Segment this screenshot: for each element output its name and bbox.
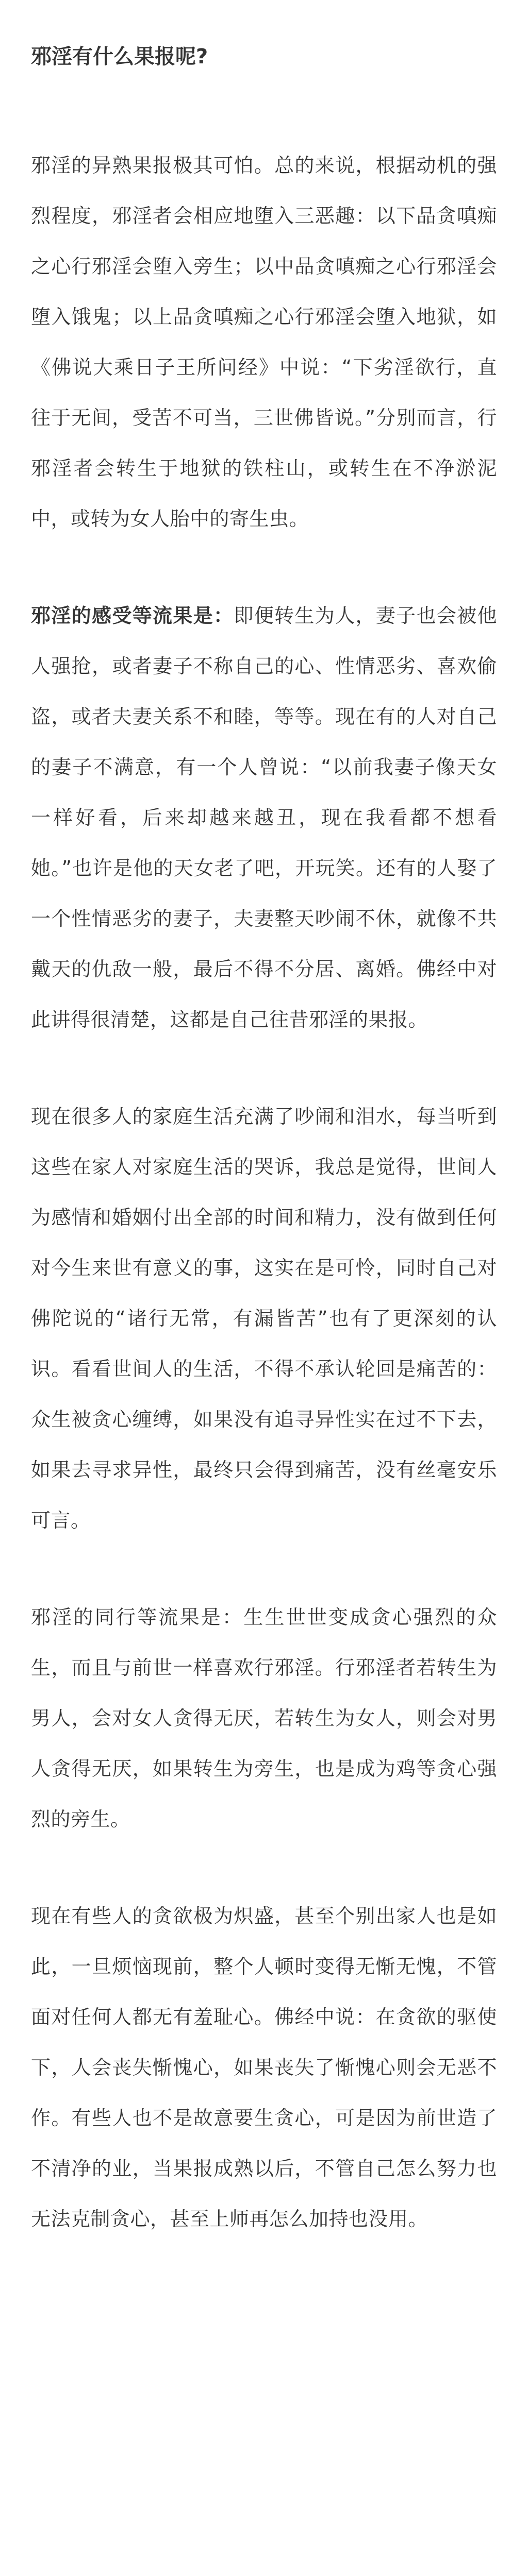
paragraph-5-text: 现在有些人的贪欲极为炽盛，甚至个别出家人也是如此，一旦烦恼现前，整个人顿时变得无惭无愧，不管面对任何人都无有羞耻心。佛经中说：在贪欲的驱使下，人会丧失惭愧心，如果丧失了惭愧心则会无恶不作。有些人也不是故意要生贪心，可是因为前世造了不清净的业，当果报成熟以后，不管自己怎么努力也无法克制贪心，甚至上师再怎么加持也没用。 [31,1905,497,2230]
paragraph-4 [31,1592,497,1844]
paragraph-1 [31,140,497,544]
paragraph-5 [31,1891,497,2244]
paragraph-2-text: 即便转生为人，妻子也会被他人强抢，或者妻子不称自己的心、性情恶劣、喜欢偷盗，或者夫妻关系不和睦，等等。现在有的人对自己的妻子不满意，有一个人曾说：“以前我妻子像天女一样好看，后来却越来越丑，现在我看都不想看她。”也许是他的天女老了吧，开玩笑。还有的人娶了一个性情恶劣的妻子，夫妻整天吵闹不休，就像不共戴天的仇敌一般，最后不得不分居、离婚。佛经中对此讲得很清楚，这都是自己往昔邪淫的果报。 [31,604,497,1031]
paragraph-2-lead: 邪淫的感受等流果是： [31,604,234,627]
paragraph-3-text: 现在很多人的家庭生活充满了吵闹和泪水，每当听到这些在家人对家庭生活的哭诉，我总是觉得，世间人为感情和婚姻付出全部的时间和精力，没有做到任何对今生来世有意义的事，这实在是可怜，同时自己对佛陀说的“诸行无常，有漏皆苦”也有了更深刻的认识。看看世间人的生活，不得不承认轮回是痛苦的：众生被贪心缠缚，如果没有追寻异性实在过不下去，如果去寻求异性，最终只会得到痛苦，没有丝毫安乐可言。 [31,1105,497,1532]
paragraph-3 [31,1091,497,1546]
article-title: 邪淫有什么果报呢? [31,45,208,69]
paragraph-2 [31,590,497,1045]
paragraph-1-text: 邪淫的异熟果报极其可怕。总的来说，根据动机的强烈程度，邪淫者会相应地堕入三恶趣：以下品贪嗔痴之心行邪淫会堕入旁生；以中品贪嗔痴之心行邪淫会堕入饿鬼；以上品贪嗔痴之心行邪淫会堕入地狱，如《佛说大乘日子王所问经》中说：“下劣淫欲行，直往于无间，受苦不可当，三世佛皆说。”分别而言，行邪淫者会转生于地狱的铁柱山，或转生在不净淤泥中，或转为女人胎中的寄生虫。 [31,154,497,530]
paragraph-4-text: 邪淫的同行等流果是：生生世世变成贪心强烈的众生，而且与前世一样喜欢行邪淫。行邪淫者若转生为男人，会对女人贪得无厌，若转生为女人，则会对男人贪得无厌，如果转生为旁生，也是成为鸡等贪心强烈的旁生。 [31,1606,497,1831]
